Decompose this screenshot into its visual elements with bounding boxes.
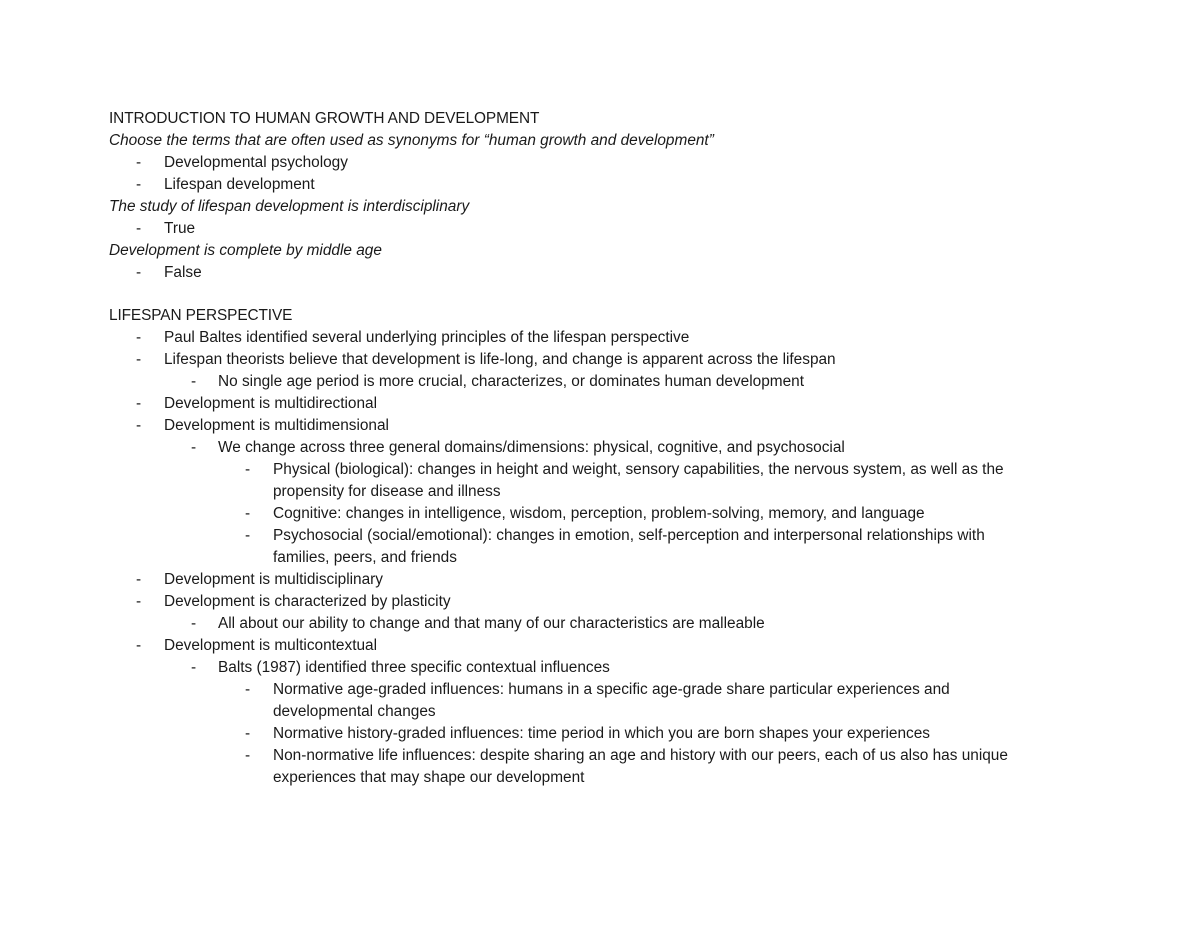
- list-item-continuation: [109, 767, 1109, 789]
- bullet-dash: -: [136, 154, 142, 171]
- list-item: [109, 613, 1109, 635]
- list-item-text: We change across three general domains/dimensions: physical, cognitive, and psychosocial: [218, 439, 845, 456]
- bullet-dash: -: [136, 220, 142, 237]
- list-item-text: families, peers, and friends: [273, 549, 457, 566]
- list-item: [109, 657, 1109, 679]
- section-heading-intro: INTRODUCTION TO HUMAN GROWTH AND DEVELOPMENT: [109, 110, 540, 127]
- section-heading-lifespan: LIFESPAN PERSPECTIVE: [109, 307, 293, 324]
- bullet-dash: -: [191, 615, 197, 632]
- list-item: [109, 723, 1109, 745]
- list-item: [109, 635, 1109, 657]
- answer-text: Lifespan development: [164, 176, 315, 193]
- list-item-text: Cognitive: changes in intelligence, wisdom, perception, problem-solving, memory, and language: [273, 505, 925, 522]
- list-item-text: Development is multidisciplinary: [164, 571, 383, 588]
- list-item-text: Physical (biological): changes in height and weight, sensory capabilities, the nervous system, as well as the: [273, 461, 1004, 478]
- list-item-continuation: [109, 701, 1109, 723]
- list-item-continuation: [109, 481, 1109, 503]
- bullet-dash: -: [136, 637, 142, 654]
- bullet-dash: -: [136, 351, 142, 368]
- question-interdisciplinary: The study of lifespan development is interdisciplinary: [109, 198, 470, 215]
- answer-text: Developmental psychology: [164, 154, 348, 171]
- question-synonyms: Choose the terms that are often used as synonyms for “human growth and development”: [109, 132, 714, 149]
- bullet-dash: -: [191, 659, 197, 676]
- list-item-text: No single age period is more crucial, characterizes, or dominates human development: [218, 373, 804, 390]
- bullet-dash: -: [245, 725, 251, 742]
- list-item-text: Development is multidimensional: [164, 417, 389, 434]
- list-item-text: Development is multicontextual: [164, 637, 378, 654]
- answer-text: False: [164, 264, 202, 281]
- list-item: [109, 459, 1109, 481]
- list-item-text: Normative age-graded influences: humans in a specific age-grade share particular experiences and: [273, 681, 950, 698]
- list-item-text: propensity for disease and illness: [273, 483, 501, 500]
- answer-item: [109, 174, 1109, 196]
- list-item: [109, 569, 1109, 591]
- list-item: [109, 393, 1109, 415]
- bullet-dash: -: [191, 373, 197, 390]
- list-item-continuation: [109, 547, 1109, 569]
- list-item: [109, 437, 1109, 459]
- list-item: [109, 503, 1109, 525]
- bullet-dash: -: [136, 329, 142, 346]
- answer-item: [109, 262, 1109, 284]
- bullet-dash: -: [136, 264, 142, 281]
- list-item-text: Paul Baltes identified several underlying principles of the lifespan perspective: [164, 329, 690, 346]
- list-item: [109, 349, 1109, 371]
- list-item: [109, 415, 1109, 437]
- bullet-dash: -: [245, 461, 251, 478]
- bullet-dash: -: [136, 417, 142, 434]
- bullet-dash: -: [191, 439, 197, 456]
- bullet-dash: -: [245, 747, 251, 764]
- list-item: [109, 679, 1109, 701]
- bullet-dash: -: [136, 395, 142, 412]
- list-item-text: Lifespan theorists believe that development is life-long, and change is apparent across the lifespan: [164, 351, 836, 368]
- list-item: [109, 525, 1109, 547]
- list-item-text: Balts (1987) identified three specific contextual influences: [218, 659, 610, 676]
- bullet-dash: -: [245, 527, 251, 544]
- list-item: [109, 745, 1109, 767]
- bullet-dash: -: [136, 593, 142, 610]
- list-item-text: All about our ability to change and that many of our characteristics are malleable: [218, 615, 765, 632]
- document-page: [109, 108, 1109, 789]
- list-item-text: Development is multidirectional: [164, 395, 377, 412]
- bullet-dash: -: [245, 505, 251, 522]
- list-item: [109, 591, 1109, 613]
- list-item-text: Non-normative life influences: despite sharing an age and history with our peers, each of us also has unique: [273, 747, 1008, 764]
- section-spacer: [109, 284, 1109, 305]
- bullet-dash: -: [136, 176, 142, 193]
- list-item: [109, 327, 1109, 349]
- list-item-text: experiences that may shape our development: [273, 769, 585, 786]
- answer-item: [109, 218, 1109, 240]
- answer-text: True: [164, 220, 196, 237]
- list-item-text: Development is characterized by plasticity: [164, 593, 451, 610]
- list-item-text: Psychosocial (social/emotional): changes in emotion, self-perception and interpersonal relationships with: [273, 527, 985, 544]
- list-item: [109, 371, 1109, 393]
- list-item-text: Normative history-graded influences: time period in which you are born shapes your experiences: [273, 725, 931, 742]
- question-middle-age: Development is complete by middle age: [109, 242, 382, 259]
- answer-item: [109, 152, 1109, 174]
- list-item-text: developmental changes: [273, 703, 436, 720]
- bullet-dash: -: [136, 571, 142, 588]
- bullet-dash: -: [245, 681, 251, 698]
